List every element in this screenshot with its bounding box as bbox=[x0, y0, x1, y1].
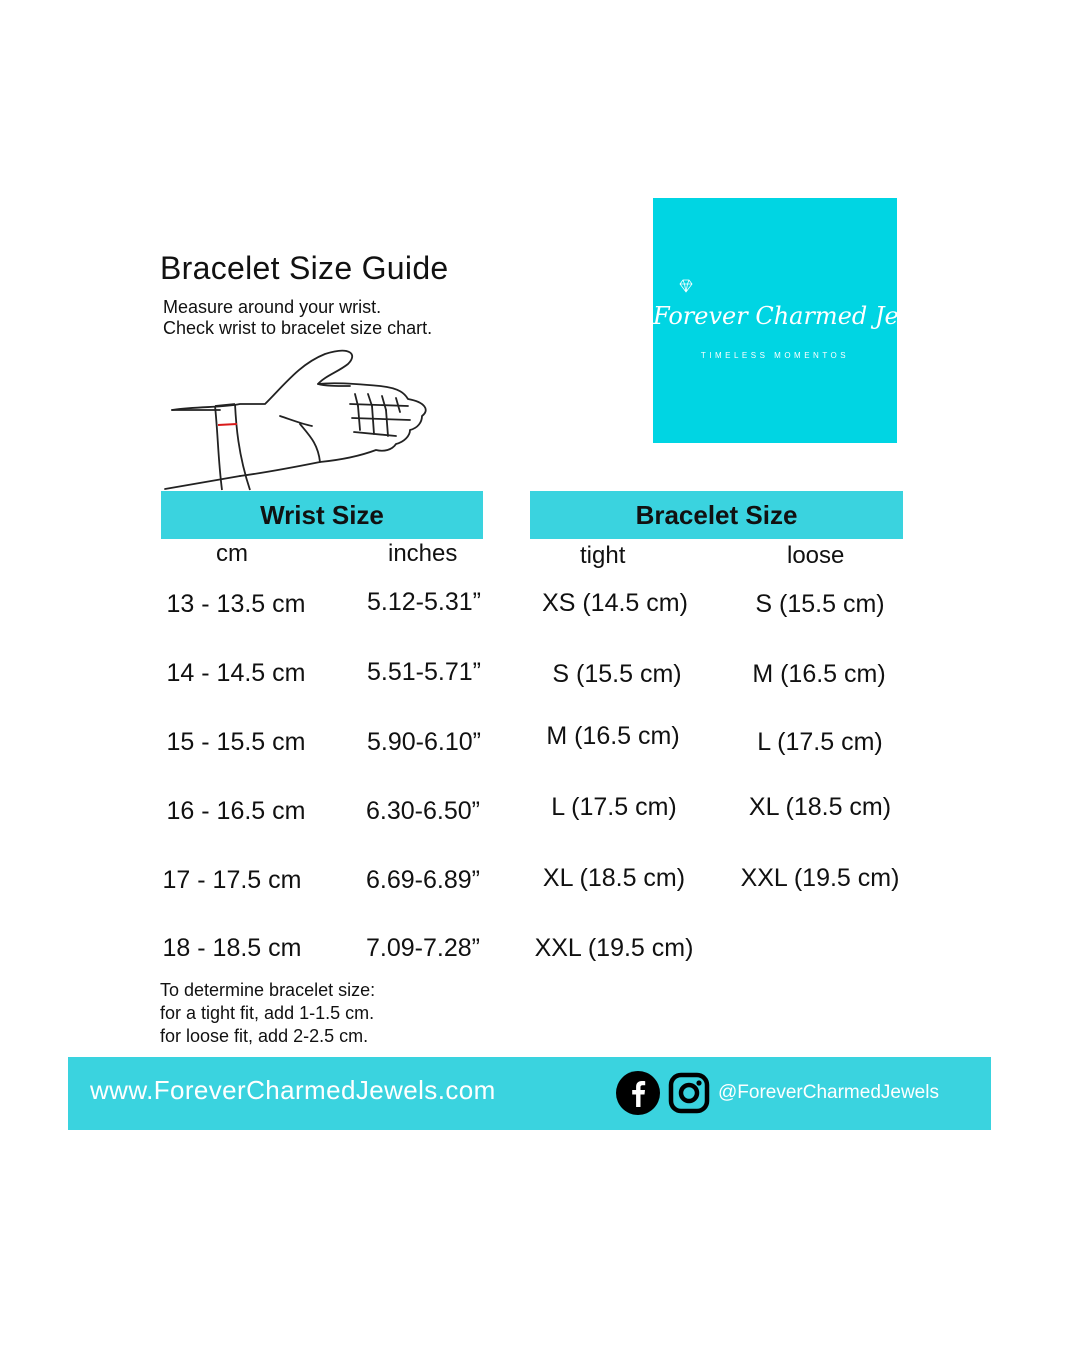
facebook-icon[interactable] bbox=[616, 1071, 660, 1115]
intro-line-2: Check wrist to bracelet size chart. bbox=[163, 318, 433, 338]
row-4-tight: L (17.5 cm) bbox=[551, 793, 677, 821]
row-5-cm: 17 - 17.5 cm bbox=[162, 866, 302, 894]
logo-brand-name: Forever Charmed Jewels bbox=[653, 302, 954, 330]
row-4-cm: 16 - 16.5 cm bbox=[166, 797, 306, 825]
notes-line-3: for loose fit, add 2-2.5 cm. bbox=[160, 1026, 369, 1046]
row-5-tight: XL (18.5 cm) bbox=[542, 864, 686, 892]
col-header-loose: loose bbox=[787, 542, 845, 569]
wrist-measure-illustration bbox=[160, 344, 435, 492]
website-link[interactable]: www.ForeverCharmedJewels.com bbox=[90, 1075, 496, 1105]
row-2-tight: S (15.5 cm) bbox=[552, 660, 682, 688]
row-4-loose: XL (18.5 cm) bbox=[748, 793, 892, 821]
intro-line-1: Measure around your wrist. bbox=[163, 297, 382, 317]
row-4-inches: 6.30-6.50” bbox=[366, 797, 480, 825]
row-5-loose: XXL (19.5 cm) bbox=[740, 864, 900, 892]
row-3-loose: L (17.5 cm) bbox=[757, 728, 883, 756]
col-header-cm: cm bbox=[216, 540, 248, 567]
row-2-loose: M (16.5 cm) bbox=[752, 660, 886, 688]
row-2-inches: 5.51-5.71” bbox=[367, 658, 481, 686]
social-handle[interactable]: @ForeverCharmedJewels bbox=[718, 1082, 939, 1103]
row-6-tight: XXL (19.5 cm) bbox=[534, 934, 694, 962]
row-3-tight: M (16.5 cm) bbox=[546, 722, 680, 750]
wrist-size-header bbox=[161, 491, 483, 539]
diamond-icon bbox=[678, 278, 694, 294]
page-title: Bracelet Size Guide bbox=[160, 250, 449, 286]
wrist-size-header-label: Wrist Size bbox=[260, 499, 384, 530]
row-6-cm: 18 - 18.5 cm bbox=[162, 934, 302, 962]
col-header-tight: tight bbox=[580, 542, 626, 569]
row-1-inches: 5.12-5.31” bbox=[367, 588, 481, 616]
notes-line-1: To determine bracelet size: bbox=[160, 980, 376, 1000]
instagram-icon[interactable] bbox=[668, 1072, 710, 1114]
footer-bar bbox=[68, 1057, 991, 1130]
logo-tagline: TIMELESS MOMENTOS bbox=[700, 351, 850, 360]
row-1-cm: 13 - 13.5 cm bbox=[166, 590, 306, 618]
row-5-inches: 6.69-6.89” bbox=[366, 866, 480, 894]
row-1-tight: XS (14.5 cm) bbox=[542, 589, 688, 617]
bracelet-size-header bbox=[530, 491, 903, 539]
row-3-inches: 5.90-6.10” bbox=[367, 728, 481, 756]
row-1-loose: S (15.5 cm) bbox=[755, 590, 885, 618]
row-3-cm: 15 - 15.5 cm bbox=[166, 728, 306, 756]
col-header-inches: inches bbox=[388, 540, 458, 567]
row-2-cm: 14 - 14.5 cm bbox=[166, 659, 306, 687]
row-6-inches: 7.09-7.28” bbox=[366, 934, 480, 962]
notes-line-2: for a tight fit, add 1-1.5 cm. bbox=[160, 1003, 375, 1023]
sizing-notes bbox=[160, 979, 375, 1048]
brand-logo bbox=[653, 198, 954, 443]
bracelet-size-header-label: Bracelet Size bbox=[635, 499, 798, 530]
